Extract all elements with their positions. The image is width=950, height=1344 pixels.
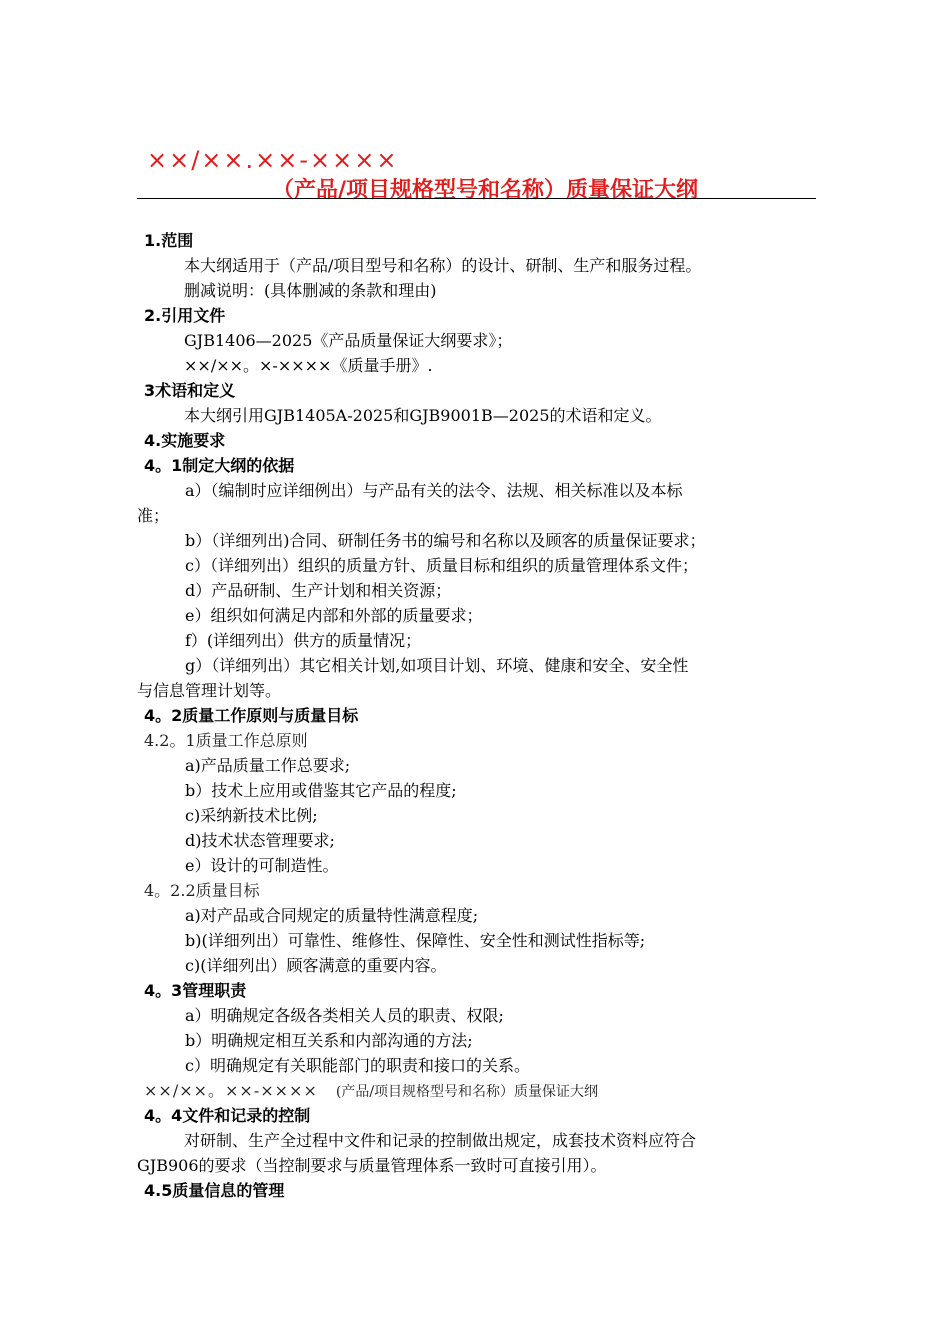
- list-item: [137, 578, 816, 603]
- line-text: 4.2。1质量工作总原则: [144, 731, 308, 750]
- line-text: 4.5质量信息的管理: [144, 1181, 285, 1200]
- list-item: [137, 603, 816, 628]
- line-text: 1.范围: [144, 231, 194, 250]
- line-text: 本大纲引用GJB1405A-2025和GJB9001B—2025的术语和定义。: [184, 406, 662, 425]
- section-heading: [137, 303, 816, 328]
- line-text: c）（详细列出）组织的质量方针、质量目标和组织的质量管理体系文件；: [185, 556, 698, 575]
- line-text: d）产品研制、生产计划和相关资源；: [185, 581, 452, 600]
- paragraph-line: [137, 353, 816, 378]
- line-text: 与信息管理计划等。: [137, 681, 282, 700]
- document-body: [137, 228, 816, 1203]
- list-item: [137, 628, 816, 653]
- line-text: a）明确规定各级各类相关人员的职责、权限;: [185, 1006, 504, 1025]
- line-text: c)(详细列出）顾客满意的重要内容。: [185, 956, 447, 975]
- document-title: （产品/项目规格型号和名称）质量保证大纲: [272, 178, 699, 203]
- document-code: ××/××.××-××××: [147, 146, 399, 174]
- list-item: [137, 853, 816, 878]
- list-item: [137, 653, 816, 678]
- running-header-title: (产品/项目规格型号和名称）质量保证大纲: [335, 1084, 599, 1100]
- line-text: GJB906的要求（当控制要求与质量管理体系一致时可直接引用）。: [137, 1156, 607, 1175]
- line-text: GJB1406—2025《产品质量保证大纲要求》；: [184, 331, 513, 350]
- line-text: a)产品质量工作总要求;: [185, 756, 351, 775]
- header-rule: [137, 198, 816, 199]
- paragraph-continuation: [137, 1153, 816, 1178]
- list-item: [137, 553, 816, 578]
- list-item: [137, 803, 816, 828]
- line-text: 4。3管理职责: [144, 981, 247, 1000]
- section-heading: [137, 453, 816, 478]
- line-text: g）（详细列出）其它相关计划,如项目计划、环境、健康和安全、安全性: [185, 656, 689, 675]
- line-text: 准；: [137, 506, 170, 525]
- line-text: c）明确规定有关职能部门的职责和接口的关系。: [185, 1056, 530, 1075]
- line-text: e）设计的可制造性。: [185, 856, 339, 875]
- line-text: 4.实施要求: [144, 431, 226, 450]
- line-text: d)技术状态管理要求;: [185, 831, 335, 850]
- running-header: [137, 1078, 816, 1103]
- section-heading: [137, 703, 816, 728]
- line-text: c)采纳新技术比例;: [185, 806, 318, 825]
- paragraph-line: [137, 403, 816, 428]
- line-text: b）（详细列出)合同、研制任务书的编号和名称以及顾客的质量保证要求；: [185, 531, 706, 550]
- line-text: b）技术上应用或借鉴其它产品的程度;: [185, 781, 457, 800]
- list-item: [137, 753, 816, 778]
- line-text: e）组织如何满足内部和外部的质量要求；: [185, 606, 483, 625]
- line-text: ××/××。×-××××《质量手册》.: [184, 356, 433, 375]
- list-item: [137, 478, 816, 503]
- line-text: b)(详细列出）可靠性、维修性、保障性、安全性和测试性指标等;: [185, 931, 646, 950]
- line-text: a）（编制时应详细例出）与产品有关的法令、法规、相关标准以及本标: [185, 481, 683, 500]
- section-heading: [137, 1178, 816, 1203]
- section-heading: [137, 228, 816, 253]
- line-text: 对研制、生产全过程中文件和记录的控制做出规定，成套技术资料应符合: [184, 1131, 697, 1150]
- list-item: [137, 1053, 816, 1078]
- section-heading: [137, 428, 816, 453]
- list-item: [137, 953, 816, 978]
- line-text: b）明确规定相互关系和内部沟通的方法;: [185, 1031, 473, 1050]
- paragraph-line: [137, 328, 816, 353]
- list-item: [137, 528, 816, 553]
- section-heading: [137, 378, 816, 403]
- section-heading: [137, 978, 816, 1003]
- list-item: [137, 1028, 816, 1053]
- subsection-heading: [137, 728, 816, 753]
- list-item: [137, 928, 816, 953]
- line-text: f）(详细列出）供方的质量情况；: [185, 631, 422, 650]
- line-text: 4。4文件和记录的控制: [144, 1106, 311, 1125]
- list-item: [137, 828, 816, 853]
- list-item: [137, 778, 816, 803]
- paragraph-line: [137, 278, 816, 303]
- paragraph-line: [137, 253, 816, 278]
- paragraph-continuation: [137, 503, 816, 528]
- line-text: 4。1制定大纲的依据: [144, 456, 295, 475]
- list-item: [137, 1003, 816, 1028]
- section-heading: [137, 1103, 816, 1128]
- line-text: 4。2.2质量目标: [144, 881, 260, 900]
- list-item: [137, 903, 816, 928]
- paragraph-line: [137, 1128, 816, 1153]
- line-text: a)对产品或合同规定的质量特性满意程度;: [185, 906, 479, 925]
- subsection-heading: [137, 878, 816, 903]
- line-text: 本大纲适用于（产品/项目型号和名称）的设计、研制、生产和服务过程。: [184, 256, 702, 275]
- line-text: 2.引用文件: [144, 306, 226, 325]
- paragraph-continuation: [137, 678, 816, 703]
- line-text: 4。2质量工作原则与质量目标: [144, 706, 359, 725]
- line-text: 删减说明：(具体删减的条款和理由): [184, 281, 437, 300]
- line-text: 3术语和定义: [144, 381, 236, 400]
- line-text: ××/××。××-××××: [144, 1081, 318, 1100]
